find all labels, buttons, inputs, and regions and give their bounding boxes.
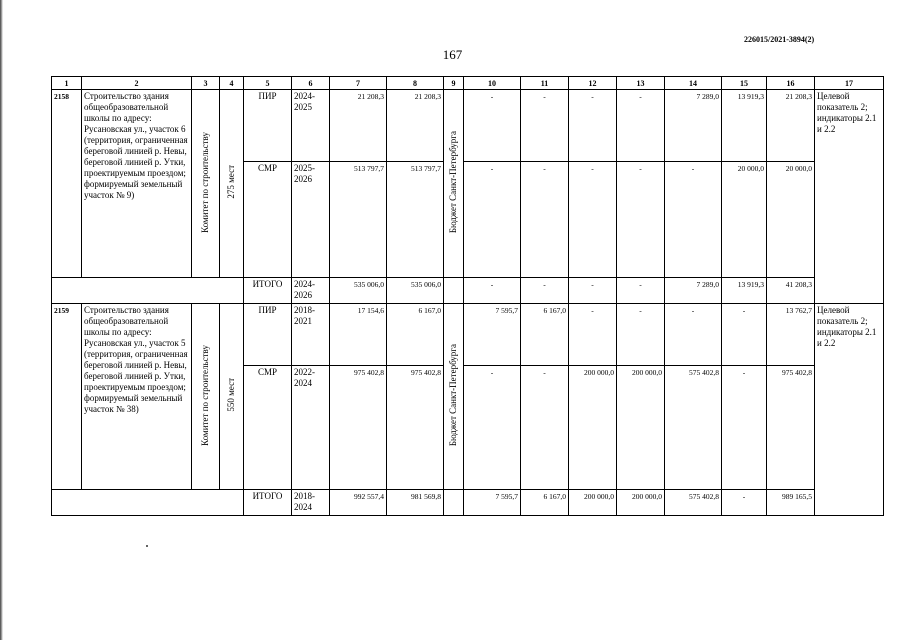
value-cell: - bbox=[569, 304, 617, 366]
period-cell: 2022-2024 bbox=[292, 366, 330, 490]
total-spacer bbox=[52, 278, 244, 304]
capacity-label: 275 мест bbox=[226, 165, 236, 199]
period-cell: 2018-2021 bbox=[292, 304, 330, 366]
capacity-label: 550 мест bbox=[226, 378, 236, 412]
table-row bbox=[52, 304, 884, 366]
capacity-cell bbox=[220, 90, 244, 278]
document-number: 226015/2021-3894(2) bbox=[744, 35, 815, 44]
value-cell: 21 208,3 bbox=[330, 90, 387, 162]
value-cell: 200 000,0 bbox=[569, 366, 617, 490]
budget-cell bbox=[444, 90, 464, 278]
col-header: 14 bbox=[665, 77, 722, 90]
col-header: 15 bbox=[722, 77, 767, 90]
col-header: 7 bbox=[330, 77, 387, 90]
value-cell: 575 402,8 bbox=[665, 366, 722, 490]
total-row bbox=[52, 490, 884, 516]
value-cell: 17 154,6 bbox=[330, 304, 387, 366]
value-cell: - bbox=[722, 490, 767, 516]
col-header: 4 bbox=[220, 77, 244, 90]
value-cell: 535 006,0 bbox=[330, 278, 387, 304]
col-header: 12 bbox=[569, 77, 617, 90]
value-cell: 41 208,3 bbox=[767, 278, 815, 304]
item-number: 2159 bbox=[52, 304, 82, 490]
value-cell: 200 000,0 bbox=[617, 490, 665, 516]
value-cell: 7 595,7 bbox=[464, 490, 521, 516]
value-cell: - bbox=[569, 162, 617, 278]
period-cell: 2024-2025 bbox=[292, 90, 330, 162]
col-header: 16 bbox=[767, 77, 815, 90]
col-header: 11 bbox=[521, 77, 569, 90]
value-cell: - bbox=[617, 278, 665, 304]
col-header: 13 bbox=[617, 77, 665, 90]
value-cell: - bbox=[617, 162, 665, 278]
value-cell: 992 557,4 bbox=[330, 490, 387, 516]
value-cell: 981 569,8 bbox=[387, 490, 444, 516]
col-header: 5 bbox=[244, 77, 292, 90]
item-name: Строительство здания общеобразовательной школы по адресу: Русановская ул., участок 6 (территория, ограниченная береговой линией р. Невы, береговой линией р. Утки, проектируемым проездом; формируемый земельный участок № 9) bbox=[82, 90, 192, 278]
value-cell: - bbox=[464, 90, 521, 162]
budget-label: Бюджет Санкт-Петербурга bbox=[448, 130, 458, 234]
value-cell: 7 289,0 bbox=[665, 278, 722, 304]
budget-cell bbox=[444, 304, 464, 490]
value-cell: 200 000,0 bbox=[569, 490, 617, 516]
value-cell: 989 165,5 bbox=[767, 490, 815, 516]
col-header: 10 bbox=[464, 77, 521, 90]
table-row bbox=[52, 90, 884, 162]
indicator-cell: Целевой показатель 2; индикаторы 2.1 и 2.2 bbox=[815, 90, 884, 304]
stage-cell: ПИР bbox=[244, 304, 292, 366]
value-cell: - bbox=[521, 366, 569, 490]
stage-cell: СМР bbox=[244, 366, 292, 490]
customer-label: Комитет по строительству bbox=[200, 131, 210, 233]
value-cell: 975 402,8 bbox=[387, 366, 444, 490]
value-cell: 13 919,3 bbox=[722, 90, 767, 162]
program-table bbox=[51, 76, 884, 516]
total-label: ИТОГО bbox=[244, 278, 292, 304]
capacity-cell bbox=[220, 304, 244, 490]
period-cell: 2018-2024 bbox=[292, 490, 330, 516]
col-header: 6 bbox=[292, 77, 330, 90]
value-cell: 535 006,0 bbox=[387, 278, 444, 304]
column-numbers-row bbox=[52, 77, 884, 90]
empty-cell bbox=[444, 490, 464, 516]
col-header: 3 bbox=[192, 77, 220, 90]
value-cell: 975 402,8 bbox=[767, 366, 815, 490]
col-header: 2 bbox=[82, 77, 192, 90]
value-cell: - bbox=[617, 304, 665, 366]
total-row bbox=[52, 278, 884, 304]
value-cell: 21 208,3 bbox=[387, 90, 444, 162]
budget-label: Бюджет Санкт-Петербурга bbox=[448, 343, 458, 447]
stage-cell: СМР bbox=[244, 162, 292, 278]
value-cell: - bbox=[464, 366, 521, 490]
value-cell: 575 402,8 bbox=[665, 490, 722, 516]
value-cell: 7 289,0 bbox=[665, 90, 722, 162]
value-cell: 20 000,0 bbox=[722, 162, 767, 278]
value-cell: 513 797,7 bbox=[330, 162, 387, 278]
value-cell: - bbox=[617, 90, 665, 162]
page-number: 167 bbox=[442, 47, 463, 62]
value-cell: - bbox=[665, 304, 722, 366]
customer-cell bbox=[192, 90, 220, 278]
value-cell: - bbox=[569, 90, 617, 162]
customer-cell bbox=[192, 304, 220, 490]
col-header: 9 bbox=[444, 77, 464, 90]
col-header: 1 bbox=[52, 77, 82, 90]
stage-cell: ПИР bbox=[244, 90, 292, 162]
value-cell: - bbox=[521, 278, 569, 304]
value-cell: 200 000,0 bbox=[617, 366, 665, 490]
total-label: ИТОГО bbox=[244, 490, 292, 516]
value-cell: - bbox=[665, 162, 722, 278]
value-cell: 7 595,7 bbox=[464, 304, 521, 366]
value-cell: 513 797,7 bbox=[387, 162, 444, 278]
value-cell: - bbox=[722, 366, 767, 490]
indicator-cell: Целевой показатель 2; индикаторы 2.1 и 2.2 bbox=[815, 304, 884, 516]
item-number: 2158 bbox=[52, 90, 82, 278]
value-cell: - bbox=[521, 90, 569, 162]
value-cell: 20 000,0 bbox=[767, 162, 815, 278]
value-cell: - bbox=[569, 278, 617, 304]
value-cell: 6 167,0 bbox=[521, 490, 569, 516]
item-name: Строительство здания общеобразовательной школы по адресу: Русановская ул., участок 5 (территория, ограниченная береговой линией р. Невы, береговой линией р. Утки, проектируемым проездом; формируемый земельный участок № 38) bbox=[82, 304, 192, 490]
value-cell: 13 762,7 bbox=[767, 304, 815, 366]
scan-speck bbox=[146, 545, 148, 547]
value-cell: - bbox=[464, 278, 521, 304]
period-cell: 2024-2026 bbox=[292, 278, 330, 304]
value-cell: - bbox=[464, 162, 521, 278]
scan-edge bbox=[0, 0, 3, 640]
value-cell: 13 919,3 bbox=[722, 278, 767, 304]
col-header: 17 bbox=[815, 77, 884, 90]
value-cell: 21 208,3 bbox=[767, 90, 815, 162]
period-cell: 2025-2026 bbox=[292, 162, 330, 278]
customer-label: Комитет по строительству bbox=[200, 344, 210, 446]
value-cell: 6 167,0 bbox=[521, 304, 569, 366]
value-cell: - bbox=[722, 304, 767, 366]
col-header: 8 bbox=[387, 77, 444, 90]
total-spacer bbox=[52, 490, 244, 516]
value-cell: 975 402,8 bbox=[330, 366, 387, 490]
value-cell: - bbox=[521, 162, 569, 278]
empty-cell bbox=[444, 278, 464, 304]
value-cell: 6 167,0 bbox=[387, 304, 444, 366]
